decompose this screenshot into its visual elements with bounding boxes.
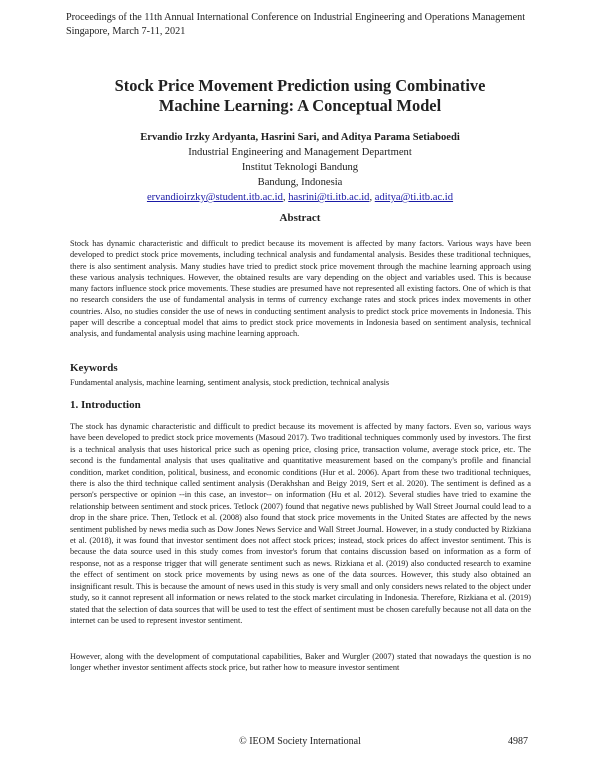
abstract-heading: Abstract bbox=[279, 212, 321, 224]
footer-copyright: © IEOM Society International bbox=[239, 736, 361, 747]
title-line-1: Stock Price Movement Prediction using Combinative bbox=[114, 76, 486, 95]
email-link-2[interactable]: hasrini@ti.itb.ac.id bbox=[288, 192, 370, 203]
keywords-heading: Keywords bbox=[70, 362, 118, 374]
author-institute: Institut Teknologi Bandung bbox=[241, 162, 359, 173]
proceedings-header bbox=[66, 11, 586, 39]
paper-title bbox=[40, 76, 560, 116]
introduction-paragraph-2: However, along with the development of computational capabilities, Baker and Wurgler (2007) stated that nowadays the question is no longer whether investor sentiment affects stock price, but rather how to measure investor sentiment bbox=[70, 652, 531, 673]
author-department: Industrial Engineering and Management Department bbox=[188, 147, 412, 158]
abstract-text: Stock has dynamic characteristic and difficult to predict because its movement is affected by many factors. Various ways have been developed to predict stock price movements, including technical analysis and fundamental analysis. Besides these traditional techniques, there is also sentiment analysis. Many studies have tried to predict stock price movement through the machine learning approach using these various analysis techniques. However, the obtained results are vary depending on the object and variables used. This is because many factors influence stock price movements. These studies are presumed have not represented all existing factors. One of which is that no research considers the use of fundamental analysis in terms of currency exchange rates and stock prices index movements in other countries. Also, no studies consider the use of news in conducting sentiment analysis to predict stock price movements in Indonesia. This paper will describe a conceptual model that aims to predict stock price movements in Indonesia based on sentiment analysis, technical analysis, and fundamental analysis using machine learning approach. bbox=[70, 239, 531, 339]
email-link-1[interactable]: ervandioirzky@student.itb.ac.id bbox=[146, 192, 283, 203]
author-block bbox=[20, 130, 580, 205]
proceedings-line: Proceedings of the 11th Annual International Conference on Industrial Engineering and Operations Management bbox=[66, 12, 526, 23]
conference-location-date: Singapore, March 7-11, 2021 bbox=[66, 26, 186, 37]
author-location: Bandung, Indonesia bbox=[257, 177, 343, 188]
introduction-heading: 1. Introduction bbox=[70, 399, 141, 411]
page-number: 4987 bbox=[508, 736, 528, 747]
introduction-paragraph-1: The stock has dynamic characteristic and difficult to predict because its movement is affected by many factors. Even so, various ways have been developed to predict stock price movements (Masoud 2017). Two traditional techniques commonly used by investors. The first is a technical analysis that uses historical price such as opening price, closing price, transaction volume, average stock price, etc. The second is the fundamental analysis that uses qualitative and quantitative measurement based on the company's profile and financial condition, market condition, political, business, and economic conditions (Hur et al. 2006). Apart from these two traditional techniques, there is also the third technique called sentiment analysis (Derakhshan and Beigy 2019, Sert et al. 2020). The sentiment is defined as a person's perspective or opinion --in this case, an investor-- on information (Hu et al. 2012). Several studies have tried to examine the relationship between sentiment and stock prices. Tetlock (2007) found that negative news published by Wall Street Journal could lead to a drop in the share price. Then, Tetlock et al. (2008) also found that stock price movements in the United States are affected by the news sentiment published by news media such as Dow Jones News Service and Wall Street Journal. However, in a study conducted by Rizkiana et al. (2018), it was found that investor sentiment does not affect stock prices; instead, stock prices do affect investor sentiment. This is because the data source used in this study comes from investor's forum that contains discussion based on information as a form of response, not as a response trigger that will generate sentiment such as news. Rizkiana et al. (2019) also conducted research to examine the effect of sentiment on stock price movements by using news as one of the data sources. However, this study also obtained an insignificant result. This is because the amount of news used in this study is very small and only considers news related to the object under study, so it cannot represent all information or news related to the stock market circulating in Indonesia. Therefore, Rizkiana et al. (2019) stated that the selection of data sources that will be used to test the effect of sentiment must be chosen carefully because not all data on the internet can be used to represent investor sentiment. bbox=[70, 422, 531, 625]
author-names: Ervandio Irzky Ardyanta, Hasrini Sari, and Aditya Parama Setiaboedi bbox=[140, 132, 460, 143]
keywords-text: Fundamental analysis, machine learning, sentiment analysis, stock prediction, technical analysis bbox=[70, 378, 390, 387]
title-line-2: Machine Learning: A Conceptual Model bbox=[158, 96, 442, 115]
email-link-3[interactable]: aditya@ti.itb.ac.id bbox=[374, 192, 454, 203]
author-emails: ervandioirzky@student.itb.ac.id, hasrini@ti.itb.ac.id, aditya@ti.itb.ac.id bbox=[146, 192, 454, 203]
